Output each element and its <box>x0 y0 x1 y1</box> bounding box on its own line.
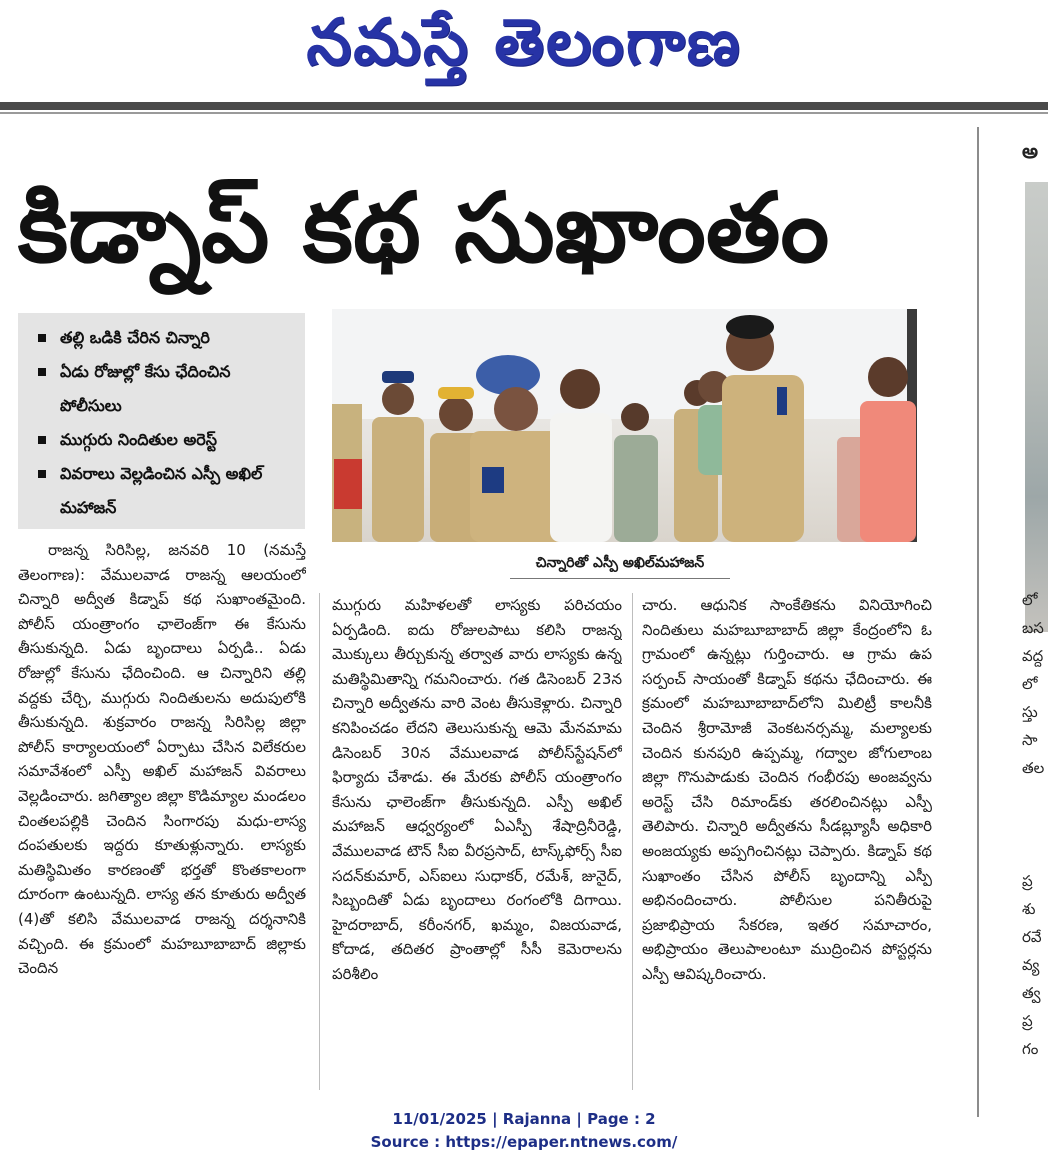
adjacent-text-fragment: లో <box>1022 675 1038 693</box>
page-column-rule <box>977 127 979 1117</box>
article-headline: కిడ్నాప్ కథ సుఖాంతం <box>18 172 830 284</box>
adjacent-text-fragment: వద్ద <box>1022 647 1044 665</box>
article-photo <box>332 309 917 542</box>
highlights-box <box>18 313 305 529</box>
photo-illustration <box>332 309 917 542</box>
adjacent-text-fragment: గం <box>1022 1040 1039 1058</box>
masthead-rule-thin <box>0 112 1048 114</box>
adjacent-text-fragment: ప్ర <box>1022 1012 1033 1030</box>
highlight-item: తల్లి ఒడికి చేరిన చిన్నారి <box>34 321 295 355</box>
adjacent-text-fragment: తల <box>1022 759 1045 777</box>
adjacent-text-fragment: లో <box>1022 591 1038 609</box>
adjacent-text-fragment: స్తు <box>1022 703 1038 721</box>
masthead-rule <box>0 102 1048 110</box>
adjacent-text-fragment: సా <box>1022 731 1038 749</box>
adjacent-photo <box>1025 182 1048 632</box>
adjacent-text-fragment: త్వ <box>1022 984 1041 1002</box>
photo-caption: చిన్నారితో ఎస్పీ అఖిల్‌మహాజన్ <box>510 550 730 579</box>
masthead-title: నమస్తే తెలంగాణ <box>306 5 742 80</box>
column-divider <box>319 593 320 1090</box>
article-column-1: రాజన్న సిరిసిల్ల, జనవరి 10 (నమస్తే తెలంగాణ): వేములవాడ రాజన్న ఆలయంలో చిన్నారి అద్వీత కిడ్నాప్ కథ సుఖాంతమైంది. పోలీస్ యంత్రాంగం ఛాలెంజ్‌గా ఈ కేసును తీసుకున్నది. ఏడు బృందాలు ఏర్పడి.. ఏడు రోజుల్లో కేసును ఛేదించింది. ఆ చిన్నారిని తల్లి వద్దకు చేర్చి, ముగ్గురు నిందితులను అదుపులోకి తీసుకున్నది. శుక్రవారం రాజన్న సిరిసిల్ల జిల్లా పోలీస్ కార్యాలయంలో ఏర్పాటు చేసిన విలేకరుల సమావేశంలో ఎస్పీ అఖిల్ మహాజన్ వివరాలు వెల్లడించారు. జగిత్యాల జిల్లా కొడిమ్యాల మండలం చింతలపల్లికి చెందిన సింగారపు మధు-లాస్య దంపతులకు ఇద్దరు కూతుళ్లున్నారు. లాస్యకు మతిస్థిమితం కారణంతో భర్తతో కొంతకాలంగా దూరంగా ఉంటున్నది. లాస్య తన కూతురు అద్వీత (4)తో కలిసి వేములవాడ రాజన్న దర్శనానికి వచ్చింది. ఈ క్రమంలో మహబూబాబాద్ జిల్లాకు చెందిన <box>18 541 306 978</box>
adjacent-heading-fragment: అ <box>1022 139 1038 163</box>
adjacent-text-fragment: ప్ర <box>1022 872 1033 890</box>
newspaper-masthead <box>0 0 1048 100</box>
adjacent-text-fragment: శు <box>1022 900 1036 918</box>
highlight-item: వివరాలు వెల్లడించిన ఎస్పీ అఖిల్ మహాజన్ <box>34 457 295 525</box>
article-column-3: చారు. ఆధునిక సాంకేతికను వినియోగించి నిందితులు మహబూబాబాద్ జిల్లా కేంద్రంలోని ఓ గ్రామంలో ఉన్నట్లు గుర్తించారు. ఆ గ్రామ ఉప సర్పంచ్ సాయంతో కిడ్నాప్ కథను ఛేదించారు. ఈ క్రమంలో మహబూబాబాద్‌లోని మిలిట్రీ కాలనీకి చెందిన శ్రీరామోజీ వెంకటనర్సమ్మ, మల్యాలకు చెందిన కునపురి ఉప్పమ్మ, గద్వాల జోగులాంబ జిల్లా గొనుపాడుకు చెందిన గంభీరపు అంజవ్వను అరెస్ట్ చేసి రిమాండ్‌కు తరలించినట్లు ఎస్పీ తెలిపారు. చిన్నారి అద్వీతను సీడబ్ల్యూసీ అధికారి అంజయ్యకు అప్పగించినట్లు చెప్పారు. కిడ్నాప్ కథ సుఖాంతం చేసిన పోలీస్ బృందాన్ని ఎస్పీ అభినందించారు. పోలీసుల పనితీరుపై ప్రజాభిప్రాయ సేకరణ, ఇతర సమాచారం, అభిప్రాయం తెలుపాలంటూ ముద్రించిన పోస్టర్లను ఎస్పీ ఆవిష్కరించారు. <box>642 596 932 983</box>
source-link[interactable]: Source : https://epaper.ntnews.com/ <box>370 1133 678 1151</box>
column-divider <box>632 593 633 1090</box>
adjacent-text-fragment: బస <box>1022 619 1044 637</box>
highlight-item: ముగ్గురు నిందితుల అరెస్ట్ <box>34 423 295 457</box>
highlight-item: ఏడు రోజుల్లో కేసు ఛేదించిన పోలీసులు <box>34 355 295 423</box>
article-column-2: ముగ్గురు మహిళలతో లాస్యకు పరిచయం ఏర్పడింది. ఐదు రోజులపాటు కలిసి రాజన్న మొక్కులు తీర్చుకున్న తర్వాత వారు లాస్యకు ఉన్న మతిస్థిమితాన్ని గమనించారు. గత డిసెంబర్ 23న చిన్నారి అద్వీతను వారి వెంట తీసుకెళ్లారు. చిన్నారి కనిపించడం లేదని తెలుసుకున్న ఆమె మేనమామ డిసెంబర్ 30న వేములవాడ పోలీస్‌స్టేషన్‌లో ఫిర్యాదు చేశాడు. ఈ మేరకు పోలీస్ యంత్రాంగం కేసును ఛాలెంజ్‌గా తీసుకున్నది. ఎస్పీ అఖిల్ మహాజన్ ఆధ్వర్యంలో ఏఎస్పీ శేషాద్రినీరెడ్డి, వేములవాడ టౌన్ సీఐ వీరప్రసాద్, టాస్క్‌ఫోర్స్ సీఐ సదన్‌కుమార్, ఎస్ఐలు సుధాకర్, రమేశ్, జునైద్, సిబ్బందితో ఏడు బృందాలు రంగంలోకి దిగాయి. హైదరాబాద్, కరీంనగర్, ఖమ్మం, విజయవాడ, కోదాడ, తదితర ప్రాంతాల్లో సీసీ కెమెరాలను పరిశీలిం <box>332 596 622 983</box>
edition-info: 11/01/2025 | Rajanna | Page : 2 <box>392 1110 656 1128</box>
adjacent-article-fragment <box>982 127 1048 1127</box>
adjacent-text-fragment: రవే <box>1022 928 1042 946</box>
adjacent-text-fragment: వ్య <box>1022 956 1040 974</box>
